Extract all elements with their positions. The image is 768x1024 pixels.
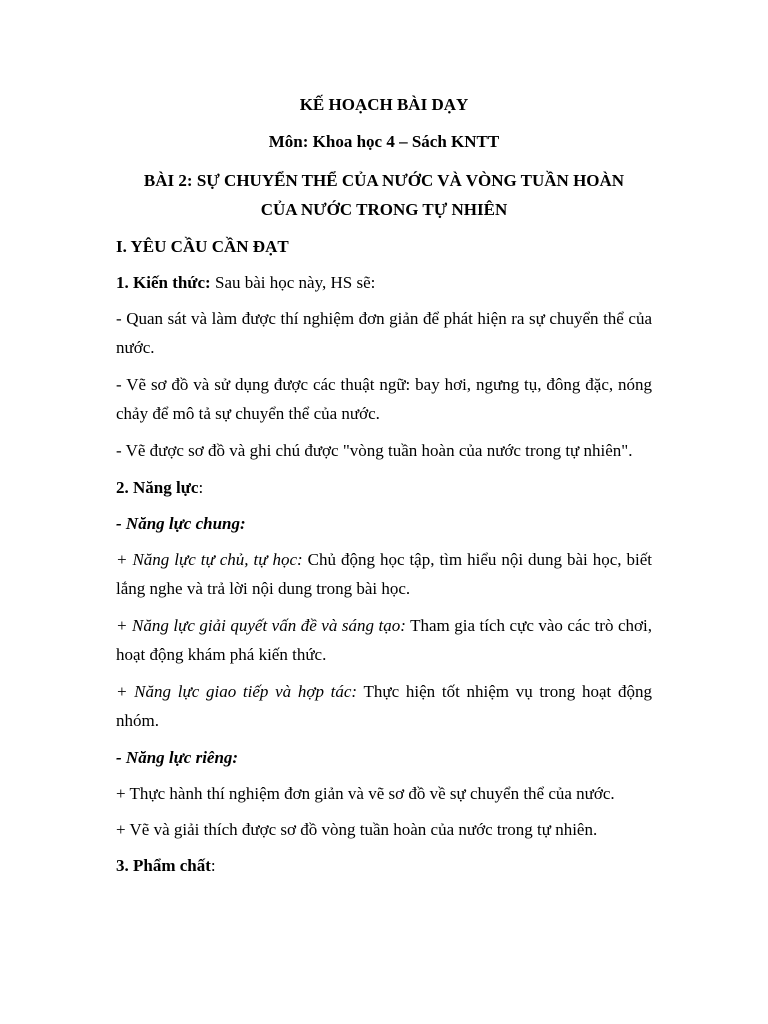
general-competence-heading: - Năng lực chung:	[116, 514, 246, 533]
document-title: KẾ HOẠCH BÀI DẠY	[299, 95, 469, 114]
subject-line: Môn: Khoa học 4 – Sách KNTT	[268, 132, 500, 151]
general-competence-text: Chủ động học tập, tìm hiểu nội dung bài học, biết lắng nghe và trả lời nội dung trong bài học.	[116, 550, 653, 598]
knowledge-item: - Vẽ sơ đồ và sử dụng được các thuật ngữ: bay hơi, ngưng tụ, đông đặc, nóng chảy để mô tả sự chuyển thể của nước.	[116, 375, 652, 423]
specific-competence-item: + Thực hành thí nghiệm đơn giản và vẽ sơ đồ về sự chuyển thể của nước.	[116, 784, 615, 803]
general-competence-item	[116, 677, 652, 735]
lesson-title-line-2: CỦA NƯỚC TRONG TỰ NHIÊN	[260, 200, 508, 219]
lesson-title	[0, 166, 768, 224]
quality-label: 3. Phẩm chất	[116, 856, 211, 875]
quality-colon: :	[210, 856, 216, 875]
document-body	[116, 232, 652, 887]
general-competence-text: Tham gia tích cực vào các trò chơi, hoạt động khám phá kiến thức.	[116, 616, 652, 664]
general-competence-item	[116, 545, 652, 603]
knowledge-paragraph	[116, 268, 652, 297]
general-competence-text: Thực hiện tốt nhiệm vụ trong hoạt động nhóm.	[116, 682, 652, 730]
competence-heading	[116, 473, 652, 502]
knowledge-label: 1. Kiến thức:	[116, 273, 211, 292]
knowledge-text: Sau bài học này, HS sẽ:	[210, 273, 376, 292]
quality-heading	[116, 851, 652, 880]
specific-competence-heading: - Năng lực riêng:	[116, 748, 239, 767]
lesson-title-line-1: BÀI 2: SỰ CHUYỂN THỂ CỦA NƯỚC VÀ VÒNG TUẦN HOÀN	[143, 171, 625, 190]
general-competence-label: + Năng lực tự chủ, tự học:	[116, 550, 303, 569]
general-competence-label: + Năng lực giao tiếp và hợp tác:	[116, 682, 358, 701]
general-competence-label: + Năng lực giải quyết vấn đề và sáng tạo:	[116, 616, 406, 635]
general-competence-item	[116, 611, 652, 669]
section-heading: I. YÊU CẦU CẦN ĐẠT	[116, 237, 289, 256]
specific-competence-item: + Vẽ và giải thích được sơ đồ vòng tuần hoàn của nước trong tự nhiên.	[116, 820, 598, 839]
knowledge-item: - Vẽ được sơ đồ và ghi chú được "vòng tuần hoàn của nước trong tự nhiên".	[116, 441, 633, 460]
competence-colon: :	[198, 478, 204, 497]
competence-label: 2. Năng lực	[116, 478, 199, 497]
knowledge-item: - Quan sát và làm được thí nghiệm đơn giản để phát hiện ra sự chuyển thể của nước.	[116, 309, 652, 357]
